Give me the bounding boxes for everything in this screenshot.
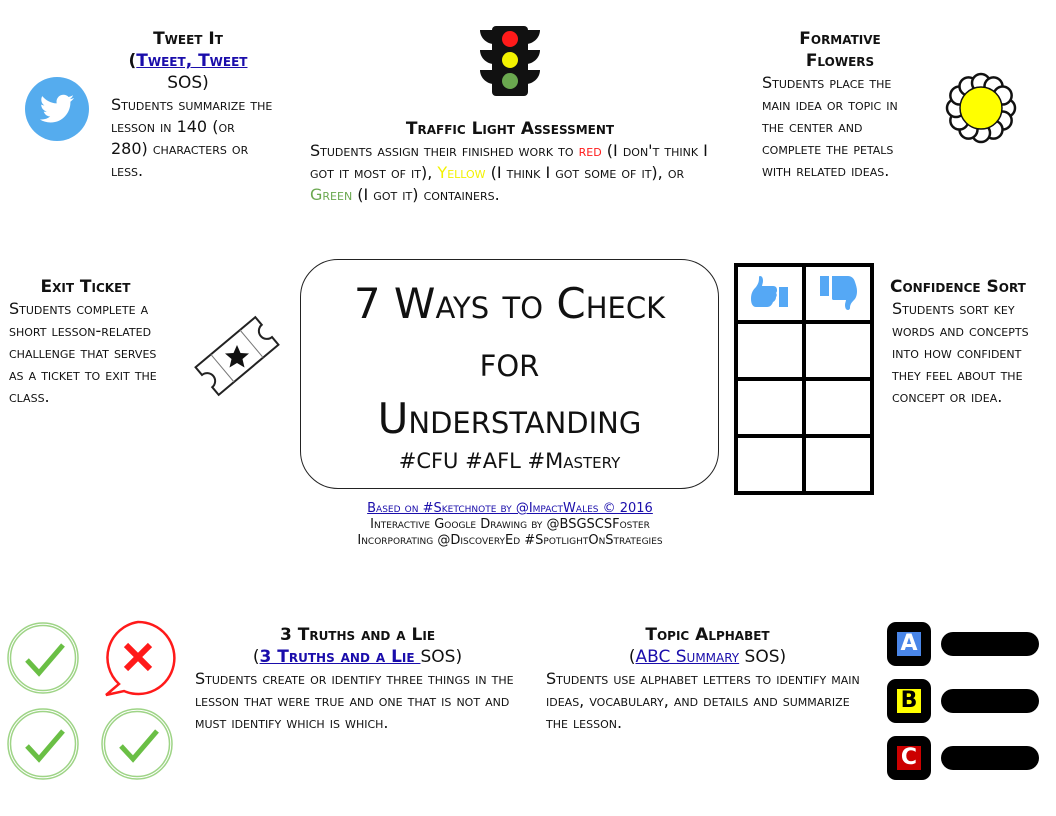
sort-cell[interactable] — [736, 379, 804, 436]
traffic-light-title: Traffic Light Assessment — [405, 119, 615, 139]
paren: ( — [628, 647, 636, 667]
sort-cell[interactable] — [736, 322, 804, 379]
sort-cell[interactable] — [736, 436, 804, 493]
main-title-box — [300, 259, 719, 489]
letter-key-c — [887, 736, 931, 780]
truths-lie-title — [190, 624, 525, 668]
topic-alphabet-body: Students use alphabet letters to identify main ideas, vocabulary, and details and summarize the lesson. — [546, 669, 860, 732]
letter-key-b — [887, 679, 931, 723]
check-circle-icon — [8, 709, 78, 779]
alphabet-row-b — [887, 679, 1039, 723]
tweet-it-section — [20, 26, 280, 216]
truths-lie-subtitle — [190, 646, 525, 668]
confidence-sort-body: Students sort key words and concepts into how confident they feel about the concept or idea. — [892, 299, 1029, 406]
exit-ticket-title: Exit Ticket — [40, 277, 131, 297]
line-bar — [941, 746, 1039, 770]
thumbs-up-icon — [750, 274, 790, 310]
main-title-line2: for — [479, 337, 540, 386]
flower-center — [960, 87, 1002, 129]
tweet-it-body: Students summarize the lesson in 140 (or 280) characters or less. — [111, 95, 273, 180]
letter-key-a — [887, 622, 931, 666]
confidence-sort-grid — [734, 263, 874, 495]
topic-alphabet-sos: SOS) — [739, 647, 787, 667]
sketchnote-credit-link[interactable]: Based on #Sketchnote by @ImpactWales © 2016 — [367, 501, 653, 516]
traffic-light-body — [310, 140, 715, 206]
sort-table — [734, 263, 874, 495]
tweet-it-heading: Tweet It — [153, 29, 223, 49]
truths-lie-icons — [6, 618, 182, 784]
flower-icon — [945, 72, 1017, 144]
exit-ticket-body: Students complete a short lesson-related challenge that serves as a ticket to exit the class. — [9, 299, 157, 406]
alphabet-list-icon — [887, 622, 1047, 782]
drawing-credit: Interactive Google Drawing by @BSGSCSFoster — [370, 517, 650, 532]
check-circle-icon — [8, 623, 78, 693]
traffic-body-4: (I got it) containers. — [352, 185, 500, 204]
letter-a: A — [897, 632, 921, 656]
traffic-light-icon — [478, 26, 542, 96]
truths-lie-body: Students create or identify three things in the lesson that were true and one that is not and must identify which is which. — [195, 669, 514, 732]
tweet-it-sos: SOS) — [167, 73, 209, 93]
traffic-body-1: Students assign their finished work to — [310, 141, 579, 160]
letter-b: B — [897, 689, 921, 713]
paren: ( — [128, 51, 137, 71]
formative-flowers-body: Students place the main idea or topic in the center and complete the petals with related ideas. — [762, 73, 898, 180]
tweet-it-subtitle — [100, 50, 276, 72]
thumbs-down-icon — [818, 274, 858, 310]
truths-lie-heading: 3 Truths and a Lie — [279, 625, 436, 645]
line-bar — [941, 632, 1039, 656]
check-circle-icon — [102, 709, 172, 779]
truths-lie-link[interactable]: 3 Truths and a Lie — [259, 647, 421, 667]
ticket-icon — [188, 308, 286, 404]
topic-alphabet-title — [540, 624, 875, 668]
traffic-body-3: (I think I got some of it), or — [485, 163, 685, 182]
main-hashtags: #CFU #AFL #Mastery — [398, 449, 621, 473]
sort-cell[interactable] — [804, 322, 872, 379]
alphabet-row-c — [887, 736, 1039, 780]
letter-c: C — [897, 746, 921, 770]
sort-cell-confident[interactable] — [736, 265, 804, 322]
alphabet-row-a — [887, 622, 1039, 666]
sort-cell[interactable] — [804, 379, 872, 436]
formative-flowers-title: Formative Flowers — [799, 29, 881, 71]
main-title-line3: Understanding — [377, 394, 642, 443]
yellow-word: Yellow — [437, 163, 486, 182]
tweet-tweet-link[interactable]: Tweet, Tweet — [136, 51, 248, 71]
topic-alphabet-subtitle — [540, 646, 875, 668]
traffic-body-2: (I don't think I got it most of it), — [310, 141, 708, 182]
credits — [300, 501, 720, 549]
line-bar — [941, 689, 1039, 713]
paren: ( — [252, 647, 260, 667]
truths-lie-sos: SOS) — [420, 647, 463, 667]
red-word: red — [578, 141, 602, 160]
topic-alphabet-heading: Topic Alphabet — [645, 625, 770, 645]
discoveryed-credit: Incorporating @DiscoveryEd #SpotlightOnStrategies — [357, 533, 663, 548]
tweet-it-title — [100, 28, 276, 94]
abc-summary-link[interactable]: ABC Summary — [635, 647, 740, 667]
green-word: Green — [310, 185, 353, 204]
x-speech-bubble-icon — [106, 622, 174, 695]
main-title-line1: 7 Ways to Check — [353, 279, 666, 328]
confidence-sort-title: Confidence Sort — [890, 277, 1026, 297]
sort-cell-not-confident[interactable] — [804, 265, 872, 322]
twitter-bird-icon — [24, 76, 90, 142]
sort-cell[interactable] — [804, 436, 872, 493]
